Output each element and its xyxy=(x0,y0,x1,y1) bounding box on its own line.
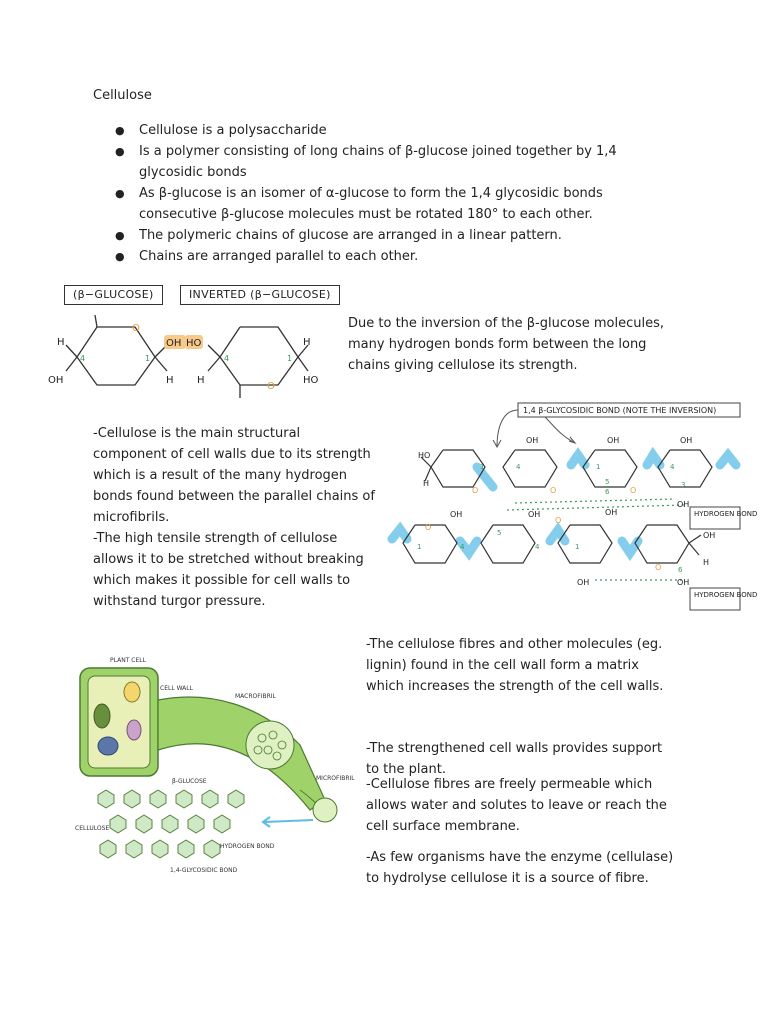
macrofibril-label: MACROFIBRIL xyxy=(235,693,276,700)
ring-oxygen: O xyxy=(655,563,662,572)
carbon-4: 4 xyxy=(80,354,86,363)
bullet-item: ● Cellulose is a polysaccharide xyxy=(139,120,699,141)
carbon-1: 1 xyxy=(417,543,422,551)
inversion-text: Due to the inversion of the β-glucose molecules, many hydrogen bonds form between the long chains giving cellulose its strength. xyxy=(348,316,664,373)
atom-h: H xyxy=(166,375,174,386)
carbon-5: 5 xyxy=(497,529,502,537)
glycosidic-bond-label: 1,4-GLYCOSIDIC BOND xyxy=(170,867,238,874)
carbon-6: 6 xyxy=(605,488,610,496)
carbon-1: 1 xyxy=(596,463,601,471)
carbon-4: 4 xyxy=(516,463,521,471)
bullet-item: ● As β-glucose is an isomer of α-glucose to form the 1,4 glycosidic bonds consecutive β-glucose molecules must be rotated 180° to each other. xyxy=(139,183,679,225)
glycosidic-bond-label: 1,4 β-GLYCOSIDIC BOND (NOTE THE INVERSION) xyxy=(523,406,717,415)
ring-oxygen: O xyxy=(472,486,479,495)
hydrogen-bond-label: HYDROGEN BOND xyxy=(694,591,758,599)
atom-ho: HO xyxy=(303,375,319,386)
page-title: Cellulose xyxy=(93,88,152,103)
carbon-6: 6 xyxy=(678,566,683,574)
atom-oh: OH xyxy=(703,531,716,540)
bullet-item: ● Chains are arranged parallel to each other. xyxy=(139,246,699,267)
ring-oxygen: O xyxy=(550,486,557,495)
carbon-3: 3 xyxy=(681,481,686,489)
carbon-1: 1 xyxy=(287,354,293,363)
microfibril-label: MICROFIBRIL xyxy=(316,775,355,782)
ring-oxygen: O xyxy=(425,523,432,532)
carbon-5: 5 xyxy=(605,478,610,486)
carbon-1: 1 xyxy=(145,354,151,363)
carbon-1: 1 xyxy=(480,463,485,471)
atom-oh: OH xyxy=(605,508,618,517)
atom-ho: HO xyxy=(418,451,431,460)
hydrogen-bond-label: HYDROGEN BOND xyxy=(220,843,275,850)
cellulose-chain-diagram xyxy=(385,395,765,615)
atom-h: H xyxy=(303,337,311,348)
carbon-4: 4 xyxy=(224,354,230,363)
atom-oh: OH xyxy=(677,500,690,509)
cell-wall-label: CELL WALL xyxy=(160,685,193,692)
ring-oxygen: O xyxy=(267,381,275,392)
fibre-paragraph: -As few organisms have the enzyme (cellulase) to hydrolyse cellulose it is a source of fibre. xyxy=(366,850,674,886)
bullet-item: ● Is a polymer consisting of long chains of β-glucose joined together by 1,4 glycosidic bonds xyxy=(139,141,679,183)
atom-oh: OH xyxy=(450,510,463,519)
plant-cell-label: PLANT CELL xyxy=(110,657,146,664)
hydrogen-bond-label: HYDROGEN BOND xyxy=(694,510,758,518)
carbon-4: 4 xyxy=(670,463,675,471)
atom-oh: OH xyxy=(526,436,539,445)
carbon-4: 4 xyxy=(460,543,465,551)
carbon-1: 1 xyxy=(575,543,580,551)
atom-oh: OH xyxy=(528,510,541,519)
beta-glucose-label: (β−GLUCOSE) xyxy=(64,285,163,305)
ring-oxygen: O xyxy=(630,486,637,495)
atom-h: H xyxy=(703,558,710,567)
ring-oxygen: O xyxy=(132,323,140,334)
atom-h: H xyxy=(57,337,65,348)
atom-oh: OH xyxy=(48,375,64,386)
permeable-paragraph: -Cellulose fibres are freely permeable which allows water and solutes to leave or reach the cell surface membrane. xyxy=(366,777,667,834)
atom-h: H xyxy=(197,375,205,386)
oh-highlight: OH xyxy=(166,338,182,349)
atom-oh: OH xyxy=(577,578,590,587)
support-paragraph: -The strengthened cell walls provides support to the plant. xyxy=(366,741,663,777)
plant-cell-diagram xyxy=(70,650,355,880)
ring-oxygen: O xyxy=(555,516,562,525)
bullet-item: ● The polymeric chains of glucose are arranged in a linear pattern. xyxy=(139,225,699,246)
inverted-beta-glucose-label: INVERTED (β−GLUCOSE) xyxy=(180,285,340,305)
strength-paragraph: -Cellulose is the main structural component of cell walls due to its strength which is a result of the many hydrogen bonds found between the parallel chains of microfibrils. xyxy=(93,426,375,525)
atom-h: H xyxy=(423,479,430,488)
cellulose-label: CELLULOSE xyxy=(75,825,110,832)
beta-glucose-label: β-GLUCOSE xyxy=(172,778,207,785)
glucose-structures-diagram xyxy=(40,305,340,405)
atom-oh: OH xyxy=(680,436,693,445)
matrix-paragraph: -The cellulose fibres and other molecules (eg. lignin) found in the cell wall form a matrix which increases the strength of the cell walls. xyxy=(366,637,664,694)
atom-oh: OH xyxy=(677,578,690,587)
tensile-paragraph: -The high tensile strength of cellulose allows it to be stretched without breaking which makes it possible for cell walls to withstand turgor pressure. xyxy=(93,531,364,609)
ho-highlight: HO xyxy=(186,338,202,349)
carbon-4: 4 xyxy=(535,543,540,551)
atom-oh: OH xyxy=(607,436,620,445)
